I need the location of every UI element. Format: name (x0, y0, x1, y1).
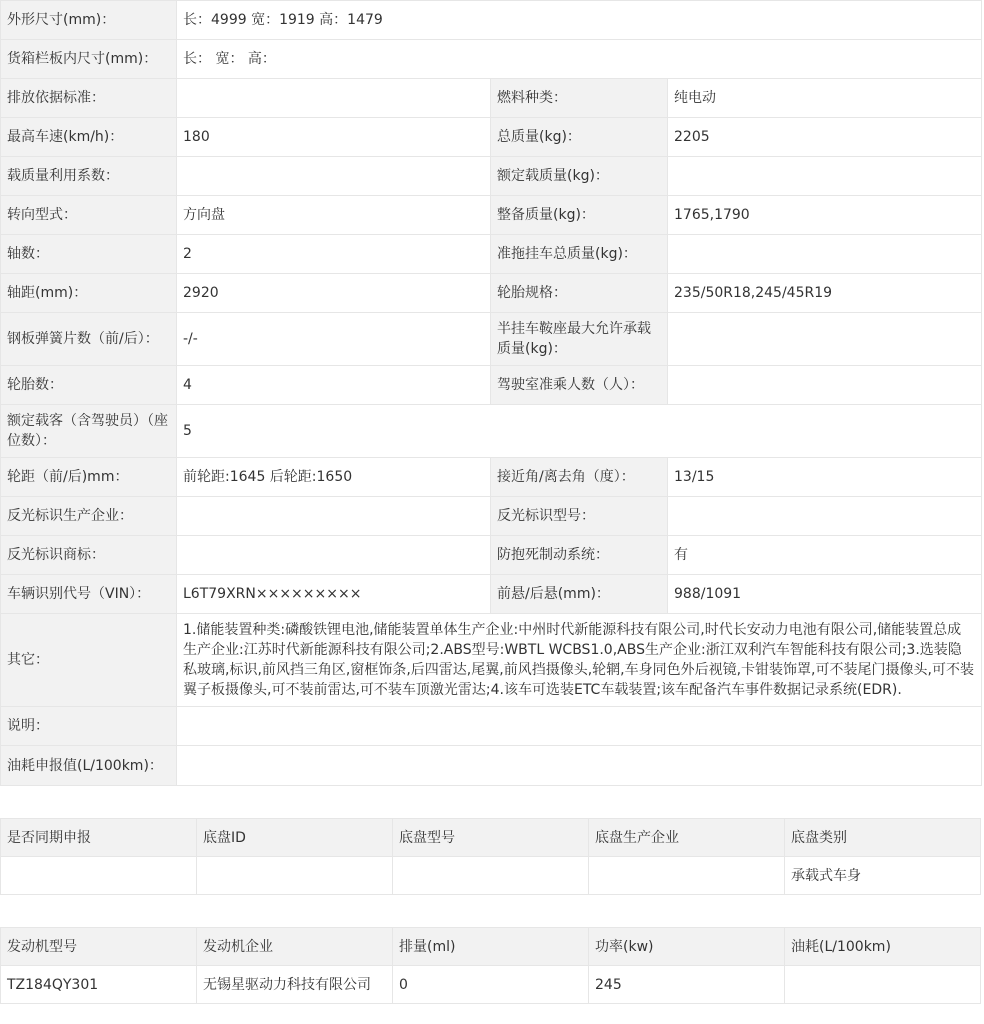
field-label: 额定载质量(kg)： (491, 157, 668, 196)
chassis-table (0, 818, 981, 895)
spec-row (1, 458, 982, 497)
engine-table (0, 927, 981, 1004)
field-value (177, 707, 982, 746)
field-value (668, 313, 982, 366)
field-label: 其它： (1, 614, 177, 707)
spec-row (1, 707, 982, 746)
table-cell (1, 857, 197, 895)
spec-row (1, 1, 982, 40)
field-label: 反光标识生产企业： (1, 497, 177, 536)
field-value (177, 157, 491, 196)
spec-row (1, 497, 982, 536)
field-value: 前轮距:1645 后轮距:1650 (177, 458, 491, 497)
field-label: 载质量利用系数： (1, 157, 177, 196)
table-cell: 0 (393, 966, 589, 1004)
field-value: 988/1091 (668, 575, 982, 614)
field-value (177, 79, 491, 118)
column-header: 底盘类别 (785, 819, 981, 857)
field-value: 5 (177, 405, 982, 458)
table-cell (785, 966, 981, 1004)
field-value: -/- (177, 313, 491, 366)
field-value: 2 (177, 235, 491, 274)
spec-row (1, 746, 982, 786)
field-label: 轴距(mm)： (1, 274, 177, 313)
field-value (668, 497, 982, 536)
column-header: 底盘型号 (393, 819, 589, 857)
spec-row (1, 274, 982, 313)
column-header: 油耗(L/100km) (785, 928, 981, 966)
field-label: 钢板弹簧片数（前/后）： (1, 313, 177, 366)
table-row (1, 857, 981, 895)
field-value: 有 (668, 536, 982, 575)
field-value: 长：4999 宽：1919 高：1479 (177, 1, 982, 40)
column-header: 发动机型号 (1, 928, 197, 966)
field-value (668, 235, 982, 274)
field-value (177, 746, 982, 786)
spec-row (1, 313, 982, 366)
field-label: 总质量(kg)： (491, 118, 668, 157)
column-header: 发动机企业 (197, 928, 393, 966)
field-label: 额定载客（含驾驶员）（座位数）： (1, 405, 177, 458)
table-cell: 245 (589, 966, 785, 1004)
table-cell: 无锡星驱动力科技有限公司 (197, 966, 393, 1004)
field-value: L6T79XRN××××××××× (177, 575, 491, 614)
spec-row (1, 366, 982, 405)
field-value: 180 (177, 118, 491, 157)
field-label: 前悬/后悬(mm)： (491, 575, 668, 614)
spec-row (1, 40, 982, 79)
header-row (1, 819, 981, 857)
field-label: 轮胎规格： (491, 274, 668, 313)
column-header: 功率(kw) (589, 928, 785, 966)
spec-row (1, 79, 982, 118)
spec-row (1, 536, 982, 575)
field-value (668, 366, 982, 405)
field-label: 说明： (1, 707, 177, 746)
field-label: 车辆识别代号（VIN）： (1, 575, 177, 614)
field-label: 接近角/离去角（度）： (491, 458, 668, 497)
field-value: 纯电动 (668, 79, 982, 118)
field-label: 油耗申报值(L/100km)： (1, 746, 177, 786)
field-value: 1.储能装置种类:磷酸铁锂电池,储能装置单体生产企业:中州时代新能源科技有限公司,时代长安动力电池有限公司,储能装置总成生产企业:江苏时代新能源科技有限公司;2.ABS型号:WBTL WCBS1.0,ABS生产企业:浙江双利汽车智能科技有限公司;3.选装隐私玻璃,标识,前风挡三角区,窗框饰条,后四雷达,尾翼,前风挡摄像头,轮辋,车身同色外后视镜,卡钳装饰罩,可不装尾门摄像头,可不装翼子板摄像头,可不装前雷达,可不装车顶激光雷达;4.该车可选装ETC车载装置;该车配备汽车事件数据记录系统(EDR). (177, 614, 982, 707)
field-label: 反光标识型号： (491, 497, 668, 536)
spec-row (1, 614, 982, 707)
field-label: 轮胎数： (1, 366, 177, 405)
field-value: 235/50R18,245/45R19 (668, 274, 982, 313)
field-label: 整备质量(kg)： (491, 196, 668, 235)
table-cell: 承载式车身 (785, 857, 981, 895)
field-value (177, 497, 491, 536)
field-label: 半挂车鞍座最大允许承载质量(kg)： (491, 313, 668, 366)
spec-row (1, 575, 982, 614)
table-cell (589, 857, 785, 895)
spec-row (1, 405, 982, 458)
field-label: 最高车速(km/h)： (1, 118, 177, 157)
field-value (177, 536, 491, 575)
column-header: 排量(ml) (393, 928, 589, 966)
field-label: 驾驶室准乘人数（人）： (491, 366, 668, 405)
field-value: 1765,1790 (668, 196, 982, 235)
field-value (668, 157, 982, 196)
table-cell (197, 857, 393, 895)
field-label: 反光标识商标： (1, 536, 177, 575)
spec-row (1, 196, 982, 235)
field-value: 长： 宽： 高： (177, 40, 982, 79)
table-row (1, 966, 981, 1004)
field-label: 转向型式： (1, 196, 177, 235)
field-value: 2920 (177, 274, 491, 313)
column-header: 底盘生产企业 (589, 819, 785, 857)
field-value: 2205 (668, 118, 982, 157)
field-label: 排放依据标准： (1, 79, 177, 118)
field-label: 防抱死制动系统： (491, 536, 668, 575)
table-cell (393, 857, 589, 895)
field-label: 轴数： (1, 235, 177, 274)
field-value: 13/15 (668, 458, 982, 497)
field-label: 外形尺寸(mm)： (1, 1, 177, 40)
spec-row (1, 118, 982, 157)
column-header: 是否同期申报 (1, 819, 197, 857)
field-value: 方向盘 (177, 196, 491, 235)
table-cell: TZ184QY301 (1, 966, 197, 1004)
spec-row (1, 235, 982, 274)
field-label: 燃料种类： (491, 79, 668, 118)
field-label: 货箱栏板内尺寸(mm)： (1, 40, 177, 79)
header-row (1, 928, 981, 966)
field-value: 4 (177, 366, 491, 405)
spec-row (1, 157, 982, 196)
column-header: 底盘ID (197, 819, 393, 857)
field-label: 准拖挂车总质量(kg)： (491, 235, 668, 274)
field-label: 轮距（前/后)mm： (1, 458, 177, 497)
